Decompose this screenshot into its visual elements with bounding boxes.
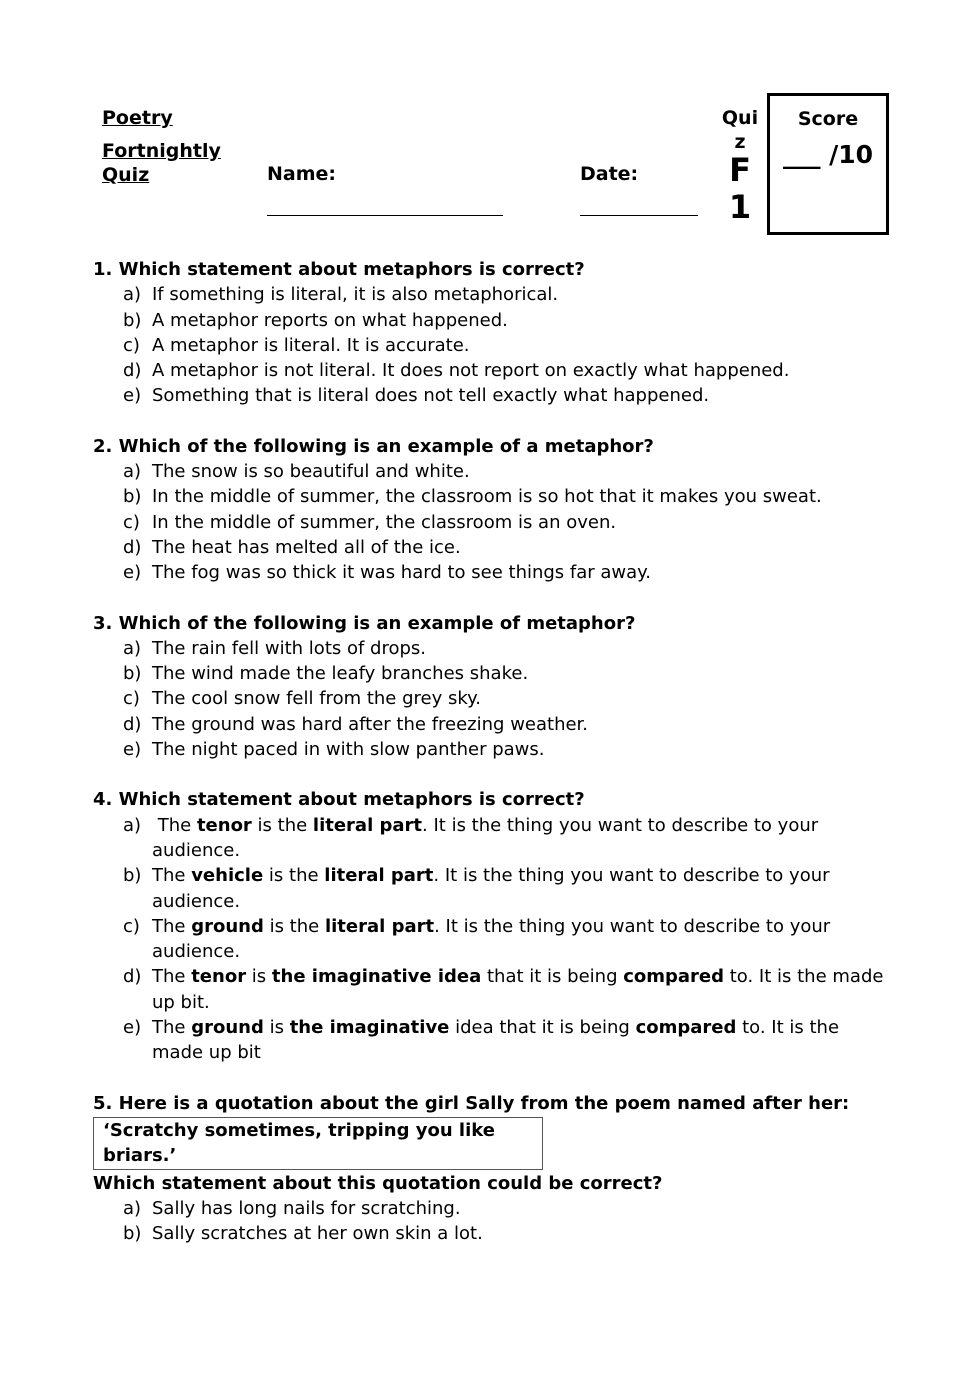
answer-options [93, 636, 893, 762]
question-stem: 4. Which statement about metaphors is correct? [93, 789, 585, 811]
option-keyword: ground [191, 1017, 264, 1039]
answer-options [93, 1196, 893, 1247]
option-letter: c) [123, 688, 140, 710]
option-text: . It is the thing you want to describe to your audience. [152, 865, 836, 912]
option-keyword: compared [623, 966, 725, 988]
option-text: The [152, 814, 197, 836]
option-text: The [152, 915, 192, 937]
score-label: Score [797, 108, 859, 130]
option-letter: e) [123, 1017, 142, 1039]
answer-option[interactable] [93, 1015, 893, 1066]
question-stem: 1. Which statement about metaphors is correct? [93, 259, 585, 280]
option-text: Sally has long nails for scratching. [152, 1197, 461, 1219]
question-sub-stem: Which statement about this quotation could be correct? [93, 1172, 663, 1194]
option-text: A metaphor is not literal. It does not report on exactly what happened. [152, 360, 790, 382]
option-letter: a) [123, 461, 142, 483]
option-letter: d) [123, 360, 142, 382]
quiz-code: F1 [728, 151, 752, 226]
option-text: A metaphor reports on what happened. [152, 309, 508, 331]
quotation-box: ‘Scratchy sometimes, tripping you like briars.’ [93, 1117, 543, 1170]
option-keyword: literal part [312, 814, 423, 836]
option-text: The heat has melted all of the ice. [152, 536, 461, 558]
option-text: is the [263, 915, 325, 937]
score-box [767, 93, 889, 235]
option-text: idea that it is being [449, 1017, 636, 1039]
option-keyword: literal part [324, 865, 434, 887]
answer-option[interactable] [93, 333, 893, 358]
quiz-title-line2: Fortnightly Quiz [102, 140, 221, 186]
question-4 [93, 787, 893, 1065]
question-1 [93, 257, 893, 409]
option-keyword: compared [635, 1017, 737, 1039]
option-letter: b) [123, 663, 142, 685]
option-keyword: ground [191, 915, 264, 937]
date-line[interactable] [580, 215, 698, 216]
answer-option[interactable] [93, 560, 893, 585]
answer-option[interactable] [93, 737, 893, 762]
quiz-title-line1: Poetry [102, 107, 173, 129]
answer-option[interactable] [93, 535, 893, 560]
option-letter: d) [123, 966, 142, 988]
question-3 [93, 611, 893, 763]
answer-option[interactable] [93, 308, 893, 333]
option-text: The [152, 966, 192, 988]
answer-option[interactable] [93, 484, 893, 509]
option-text: In the middle of summer, the classroom is so hot that it makes you sweat. [152, 486, 822, 508]
option-letter: e) [123, 739, 142, 761]
answer-option[interactable] [93, 383, 893, 408]
question-2 [93, 434, 893, 586]
question-stem: 5. Here is a quotation about the girl Sally from the poem named after her: [93, 1092, 850, 1114]
option-text: is [263, 1017, 290, 1039]
answer-option[interactable] [93, 661, 893, 686]
option-text: In the middle of summer, the classroom is an oven. [152, 511, 617, 533]
option-letter: b) [123, 1223, 142, 1245]
option-text: The snow is so beautiful and white. [152, 461, 470, 483]
question-5 [93, 1091, 893, 1247]
option-text: is the [263, 865, 325, 887]
name-label: Name: [267, 163, 337, 185]
option-letter: e) [123, 385, 142, 407]
name-line[interactable] [267, 215, 503, 216]
option-letter: c) [123, 915, 140, 937]
option-letter: a) [123, 1197, 142, 1219]
option-text: Sally scratches at her own skin a lot. [152, 1223, 483, 1245]
option-letter: b) [123, 865, 142, 887]
option-keyword: the imaginative idea [271, 966, 482, 988]
answer-option[interactable] [93, 282, 893, 307]
answer-option[interactable] [93, 1221, 893, 1246]
answer-options [93, 813, 893, 1066]
question-list [93, 257, 893, 1246]
option-letter: d) [123, 713, 142, 735]
option-text: . It is the thing you want to describe to your audience. [152, 915, 836, 963]
option-keyword: tenor [191, 966, 247, 988]
option-text: The wind made the leafy branches shake. [152, 663, 529, 685]
option-letter: c) [123, 511, 140, 533]
answer-option[interactable] [93, 813, 893, 864]
option-keyword: tenor [196, 814, 252, 836]
option-keyword: literal part [324, 915, 435, 937]
quiz-label: Quiz [721, 107, 759, 153]
option-text: If something is literal, it is also metaphorical. [152, 284, 559, 306]
answer-option[interactable] [93, 964, 893, 1015]
answer-option[interactable] [93, 510, 893, 535]
option-letter: a) [123, 284, 142, 306]
option-text: . It is the thing you want to describe to your audience. [152, 814, 824, 861]
answer-option[interactable] [93, 914, 893, 965]
answer-option[interactable] [93, 358, 893, 383]
option-letter: b) [123, 309, 142, 331]
question-stem: 3. Which of the following is an example of metaphor? [93, 612, 636, 634]
option-letter: c) [123, 334, 140, 356]
option-text: The fog was so thick it was hard to see things far away. [152, 562, 651, 584]
score-value[interactable]: ___ /10 [782, 140, 874, 169]
option-text: The rain fell with lots of drops. [152, 637, 427, 659]
option-text: to. It is the made up bit [152, 1017, 845, 1064]
option-text: The [152, 1017, 192, 1039]
option-text: The cool snow fell from the grey sky. [152, 688, 481, 710]
answer-option[interactable] [93, 459, 893, 484]
option-text: that it is being [481, 966, 624, 988]
answer-option[interactable] [93, 1196, 893, 1221]
option-letter: d) [123, 536, 142, 558]
option-letter: b) [123, 486, 142, 508]
option-text: is [246, 966, 272, 988]
option-text: A metaphor is literal. It is accurate. [152, 334, 470, 356]
option-text: to. It is the made up bit. [152, 966, 890, 1013]
option-text: The [152, 865, 192, 887]
answer-option[interactable] [93, 686, 893, 711]
option-text: Something that is literal does not tell exactly what happened. [152, 385, 710, 407]
option-text: The night paced in with slow panther paws. [152, 739, 545, 761]
option-letter: e) [123, 562, 142, 584]
answer-options [93, 459, 893, 585]
option-letter: a) [123, 637, 142, 659]
answer-options [93, 282, 893, 408]
question-stem: 2. Which of the following is an example of a metaphor? [93, 435, 654, 457]
option-keyword: vehicle [191, 865, 264, 887]
option-keyword: the imaginative [289, 1017, 450, 1039]
option-letter: a) [123, 814, 142, 836]
answer-option[interactable] [93, 636, 893, 661]
date-label: Date: [580, 163, 639, 185]
quiz-title [102, 106, 237, 187]
answer-option[interactable] [93, 863, 893, 914]
option-text: The ground was hard after the freezing weather. [152, 713, 589, 735]
answer-option[interactable] [93, 712, 893, 737]
option-text: is the [251, 814, 313, 836]
